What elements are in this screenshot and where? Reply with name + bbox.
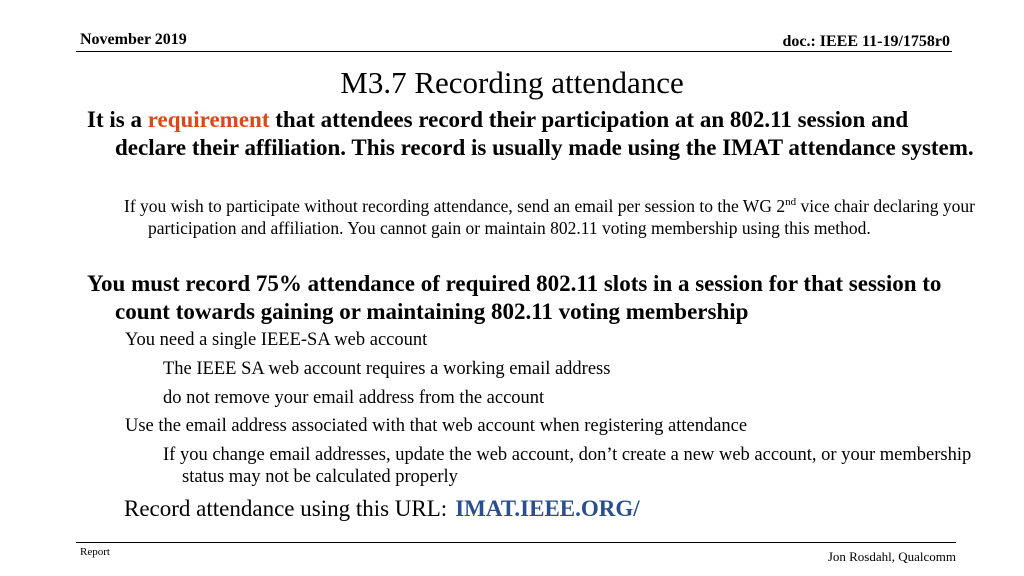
requirement-text-pre: It is a — [87, 107, 148, 132]
ordinal-superscript: nd — [785, 196, 797, 209]
header-divider — [76, 51, 952, 52]
requirement-text-post: that attendees record their participation at an 802.11 session and declare their affiliation. This record is usually made using the IMAT attendance system. — [115, 107, 974, 160]
footer-author: Jon Rosdahl, Qualcomm — [827, 549, 956, 564]
bullet-change-email: If you change email addresses, update the web account, don’t create a new web account, or your membership status may not be calculated properly — [163, 445, 972, 487]
bullet-keep-email: do not remove your email address from the account — [163, 388, 545, 408]
requirement-highlight: requirement — [147, 107, 270, 132]
no-attendance-text-post: vice chair declaring your participation and affiliation. You cannot gain or maintain 802.11 voting membership using this method. — [148, 196, 975, 238]
bullet-email-required: The IEEE SA web account requires a working email address — [163, 359, 611, 379]
footer-report: Report — [80, 546, 110, 558]
header-date: November 2019 — [80, 31, 187, 48]
header-doc-id: doc.: IEEE 11-19/1758r0 — [782, 33, 950, 50]
record-attendance-line — [124, 495, 640, 523]
no-attendance-text-pre: If you wish to participate without recording attendance, send an email per session to the WG 2 — [124, 196, 786, 216]
attendance-rule-paragraph: You must record 75% attendance of required 802.11 slots in a session for that session to count towards gaining or maintaining 802.11 voting membership — [87, 271, 942, 324]
imat-url-link[interactable]: IMAT.IEEE.ORG/ — [455, 496, 640, 521]
record-attendance-label: Record attendance using this URL: — [124, 496, 448, 521]
bullet-use-email: Use the email address associated with that web account when registering attendance — [125, 416, 748, 436]
slide-title: M3.7 Recording attendance — [340, 65, 684, 100]
footer-divider — [76, 542, 956, 543]
no-attendance-paragraph — [124, 195, 988, 239]
bullet-web-account: You need a single IEEE-SA web account — [125, 330, 428, 350]
requirement-paragraph — [87, 106, 985, 162]
